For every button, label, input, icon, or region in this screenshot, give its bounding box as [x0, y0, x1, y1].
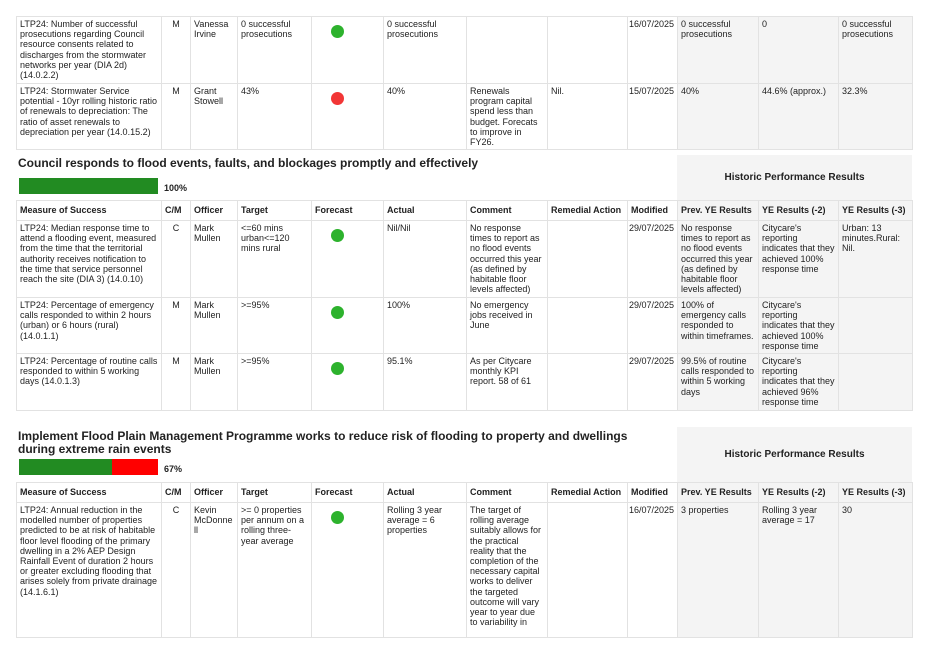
cell-measure-of-success: LTP24: Percentage of routine calls responded to within 5 working days (14.0.1.3) [17, 354, 162, 411]
cell-cm: M [162, 84, 191, 150]
column-header-target: Target [238, 201, 312, 221]
cell-comment: No response times to report as no flood events occurred this year (as defined by habitable floor levels affected) [467, 221, 548, 298]
cell-cm: M [162, 298, 191, 354]
cell-target: 0 successful prosecutions [238, 17, 312, 84]
cell-ye-results-2: 44.6% (approx.) [759, 84, 839, 150]
cell-forecast [312, 298, 384, 354]
cell-comment: Renewals program capital spend less than budget. Forecats to improve in FY26. [467, 84, 548, 150]
cell-forecast [312, 84, 384, 150]
cell-remedial-action: Nil. [548, 84, 628, 150]
cell-forecast [312, 17, 384, 84]
cell-target: <=60 mins urban<=120 mins rural [238, 221, 312, 298]
progress-fill-achieved [19, 178, 158, 194]
section-title-flood-plain: Implement Flood Plain Management Programme works to reduce risk of flooding to property and dwellings during extreme rain events [18, 429, 628, 456]
historic-performance-header: Historic Performance Results [677, 427, 912, 482]
cell-remedial-action [548, 17, 628, 84]
cell-modified: 16/07/2025 [628, 17, 678, 84]
cell-remedial-action [548, 503, 628, 638]
cell-modified: 29/07/2025 [628, 298, 678, 354]
column-header-comment: Comment [467, 483, 548, 503]
cell-prev-ye-results: No response times to report as no flood events occurred this year (as defined by habitable floor levels affected) [678, 221, 759, 298]
cell-measure-of-success: LTP24: Median response time to attend a flooding event, measured from the time that the territorial authority receives notification to the time that service personnel reach the site (DIA 3) (14.0.10) [17, 221, 162, 298]
progress-bar-flood-response [19, 178, 158, 194]
column-header-forecast: Forecast [312, 483, 384, 503]
cell-ye-results-2: Citycare's reporting indicates that they achieved 100% response time [759, 298, 839, 354]
cell-officer: Mark Mullen [191, 298, 238, 354]
cell-forecast [312, 503, 384, 638]
progress-label: 67% [164, 464, 183, 474]
cell-measure-of-success: LTP24: Number of successful prosecutions regarding Council resource consents related to discharges from the stormwater networks per year (DIA 2d) (14.0.2.2) [17, 17, 162, 84]
cell-cm: C [162, 503, 191, 638]
column-header-forecast: Forecast [312, 201, 384, 221]
cell-officer: Grant Stowell [191, 84, 238, 150]
progress-fill-not-achieved [112, 459, 158, 475]
table-header-row [17, 201, 913, 221]
cell-forecast [312, 354, 384, 411]
measures-table-flood-response [16, 200, 913, 411]
column-header-ye-results-2: YE Results (-2) [759, 201, 839, 221]
table-header-row [17, 483, 913, 503]
cell-officer: Vanessa Irvine [191, 17, 238, 84]
cell-target: >=95% [238, 354, 312, 411]
cell-ye-results-2: 0 [759, 17, 839, 84]
column-header-officer: Officer [191, 201, 238, 221]
table-row [17, 354, 913, 411]
column-header-ye-results-3: YE Results (-3) [839, 201, 913, 221]
table-row [17, 503, 913, 638]
cell-actual: Nil/Nil [384, 221, 467, 298]
cell-ye-results-3: 32.3% [839, 84, 913, 150]
cell-officer: Mark Mullen [191, 354, 238, 411]
column-header-comment: Comment [467, 201, 548, 221]
cell-comment: The target of rolling average suitably allows for the practical reality that the completion of the necessary capital works to deliver the targeted outcome will vary year to year due to variability in [467, 503, 548, 638]
column-header-cm: C/M [162, 483, 191, 503]
column-header-ye-results-3: YE Results (-3) [839, 483, 913, 503]
cell-officer: Kevin McDonnell [191, 503, 238, 638]
historic-performance-header: Historic Performance Results [677, 155, 912, 200]
column-header-target: Target [238, 483, 312, 503]
cell-modified: 29/07/2025 [628, 354, 678, 411]
cell-cm: M [162, 354, 191, 411]
status-red-dot-icon [331, 92, 344, 105]
cell-measure-of-success: LTP24: Percentage of emergency calls responded to within 2 hours (urban) or 6 hours (rural) (14.0.1.1) [17, 298, 162, 354]
status-green-dot-icon [331, 511, 344, 524]
table-row [17, 298, 913, 354]
column-header-actual: Actual [384, 201, 467, 221]
cell-prev-ye-results: 40% [678, 84, 759, 150]
table-row [17, 84, 913, 150]
progress-fill-achieved [19, 459, 112, 475]
cell-measure-of-success: LTP24: Annual reduction in the modelled number of properties predicted to be at risk of habitable floor level flooding of the primary dwelling in a 2% AEP Design Rainfall Event of duration 2 hours or greater excluding flooding that arises solely from private drainage (14.1.6.1) [17, 503, 162, 638]
cell-modified: 16/07/2025 [628, 503, 678, 638]
column-header-actual: Actual [384, 483, 467, 503]
cell-actual: 100% [384, 298, 467, 354]
column-header-measure-of-success: Measure of Success [17, 201, 162, 221]
cell-prev-ye-results: 3 properties [678, 503, 759, 638]
cell-measure-of-success: LTP24: Stormwater Service potential - 10yr rolling historic ratio of renewals to depreciation: The ratio of asset renewals to depreciation per year (14.0.15.2) [17, 84, 162, 150]
cell-modified: 15/07/2025 [628, 84, 678, 150]
column-header-measure-of-success: Measure of Success [17, 483, 162, 503]
column-header-cm: C/M [162, 201, 191, 221]
cell-ye-results-2: Citycare's reporting indicates that they achieved 96% response time [759, 354, 839, 411]
section-title-flood-response: Council responds to flood events, faults, and blockages promptly and effectively [18, 156, 479, 170]
column-header-modified: Modified [628, 201, 678, 221]
cell-actual: Rolling 3 year average = 6 properties [384, 503, 467, 638]
table-row [17, 221, 913, 298]
cell-prev-ye-results: 0 successful prosecutions [678, 17, 759, 84]
table-row [17, 17, 913, 84]
cell-prev-ye-results: 99.5% of routine calls responded to within 5 working days [678, 354, 759, 411]
column-header-prev-ye-results: Prev. YE Results [678, 483, 759, 503]
measures-table-stormwater [16, 16, 913, 150]
cell-comment: No emergency jobs received in June [467, 298, 548, 354]
cell-actual: 0 successful prosecutions [384, 17, 467, 84]
column-header-officer: Officer [191, 483, 238, 503]
cell-actual: 95.1% [384, 354, 467, 411]
column-header-remedial-action: Remedial Action [548, 483, 628, 503]
cell-target: >= 0 properties per annum on a rolling three-year average [238, 503, 312, 638]
status-green-dot-icon [331, 229, 344, 242]
cell-cm: M [162, 17, 191, 84]
cell-remedial-action [548, 221, 628, 298]
cell-officer: Mark Mullen [191, 221, 238, 298]
cell-ye-results-2: Citycare's reporting indicates that they achieved 100% response time [759, 221, 839, 298]
progress-bar-flood-plain [19, 459, 158, 475]
measures-table-flood-plain [16, 482, 913, 638]
column-header-modified: Modified [628, 483, 678, 503]
cell-ye-results-3: 0 successful prosecutions [839, 17, 913, 84]
cell-actual: 40% [384, 84, 467, 150]
column-header-remedial-action: Remedial Action [548, 201, 628, 221]
column-header-ye-results-2: YE Results (-2) [759, 483, 839, 503]
cell-remedial-action [548, 298, 628, 354]
status-green-dot-icon [331, 362, 344, 375]
cell-ye-results-3 [839, 354, 913, 411]
cell-remedial-action [548, 354, 628, 411]
column-header-prev-ye-results: Prev. YE Results [678, 201, 759, 221]
cell-ye-results-3 [839, 298, 913, 354]
cell-target: >=95% [238, 298, 312, 354]
cell-ye-results-3: 30 [839, 503, 913, 638]
cell-cm: C [162, 221, 191, 298]
cell-comment: As per Citycare monthly KPI report. 58 of 61 [467, 354, 548, 411]
cell-prev-ye-results: 100% of emergency calls responded to within timeframes. [678, 298, 759, 354]
cell-forecast [312, 221, 384, 298]
status-green-dot-icon [331, 25, 344, 38]
cell-ye-results-2: Rolling 3 year average = 17 [759, 503, 839, 638]
progress-label: 100% [164, 183, 188, 193]
cell-comment [467, 17, 548, 84]
status-green-dot-icon [331, 306, 344, 319]
cell-ye-results-3: Urban: 13 minutes.Rural: Nil. [839, 221, 913, 298]
cell-modified: 29/07/2025 [628, 221, 678, 298]
cell-target: 43% [238, 84, 312, 150]
